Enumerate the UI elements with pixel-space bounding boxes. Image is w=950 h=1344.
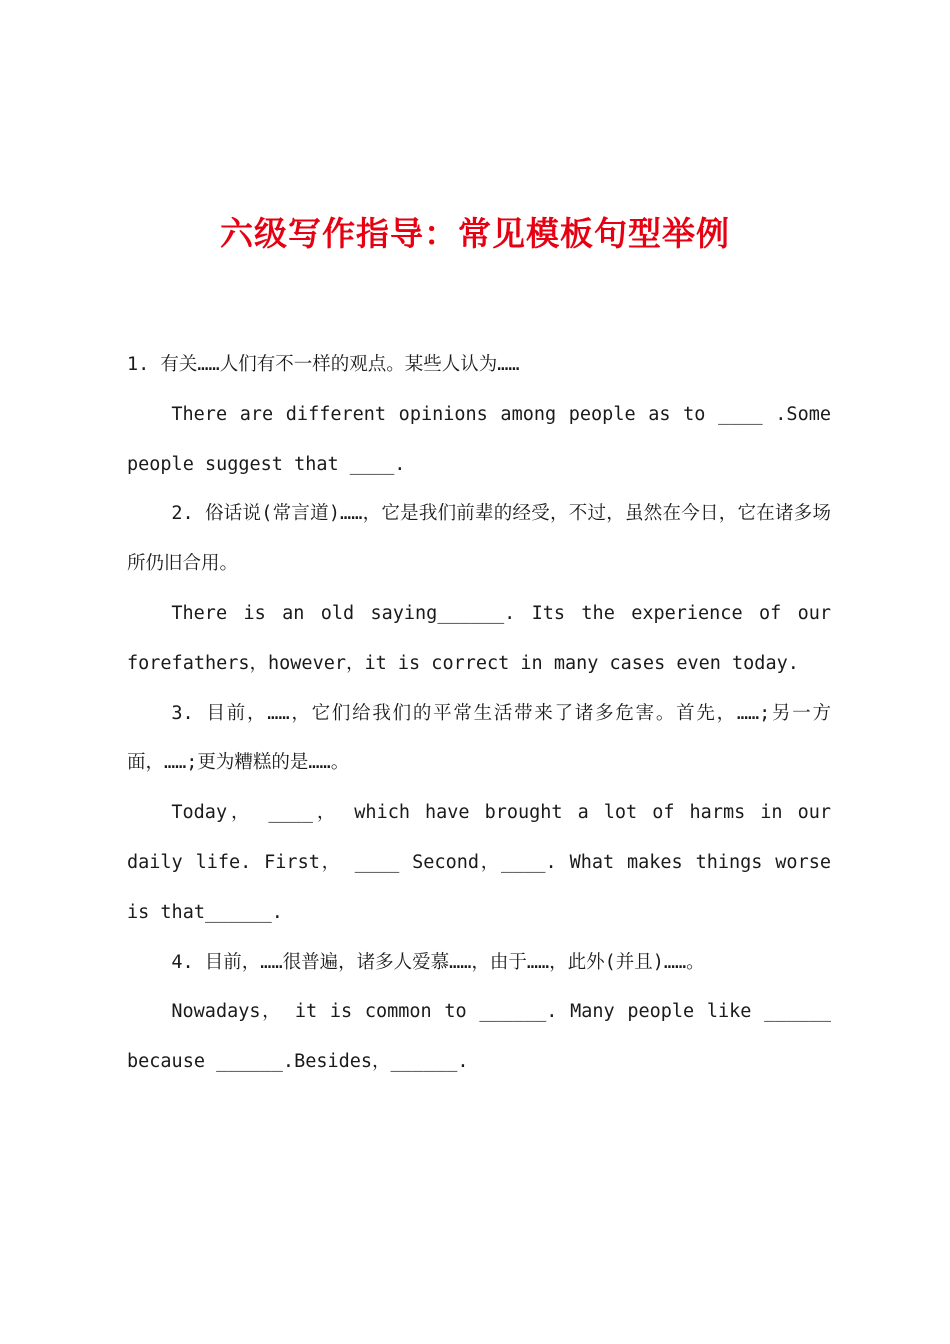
paragraph-4-chinese: 4. 目前，……很普遍，诸多人爱慕……，由于……，此外(并且)……。 bbox=[171, 951, 705, 973]
paragraph-2-english: There is an old saying______. Its the experience of our forefathers，however，it is correct in many cases even today. bbox=[127, 602, 831, 674]
document-body bbox=[127, 340, 831, 1087]
paragraph-3-english: Today， ____， which have brought a lot of harms in our daily life. First， ____ Second，____. What makes things worse is that______. bbox=[127, 802, 831, 923]
paragraph-3-chinese: 3. 目前，……，它们给我们的平常生活带来了诸多危害。首先，……;另一方面，……;更为糟糕的是……。 bbox=[127, 702, 831, 774]
paragraph-2-chinese: 2. 俗话说(常言道)……，它是我们前辈的经受，不过，虽然在今日，它在诸多场所仍旧合用。 bbox=[127, 503, 831, 575]
paragraph-4-english: Nowadays， it is common to ______. Many people like ______ because ______.Besides，______. bbox=[127, 1001, 831, 1073]
paragraph-1-english: There are different opinions among people as to ____ .Some people suggest that ____. bbox=[127, 403, 831, 475]
paragraph-1-chinese: 1. 有关……人们有不一样的观点。某些人认为…… bbox=[127, 354, 520, 375]
document-title: 六级写作指导：常见模板句型举例 bbox=[220, 214, 730, 253]
